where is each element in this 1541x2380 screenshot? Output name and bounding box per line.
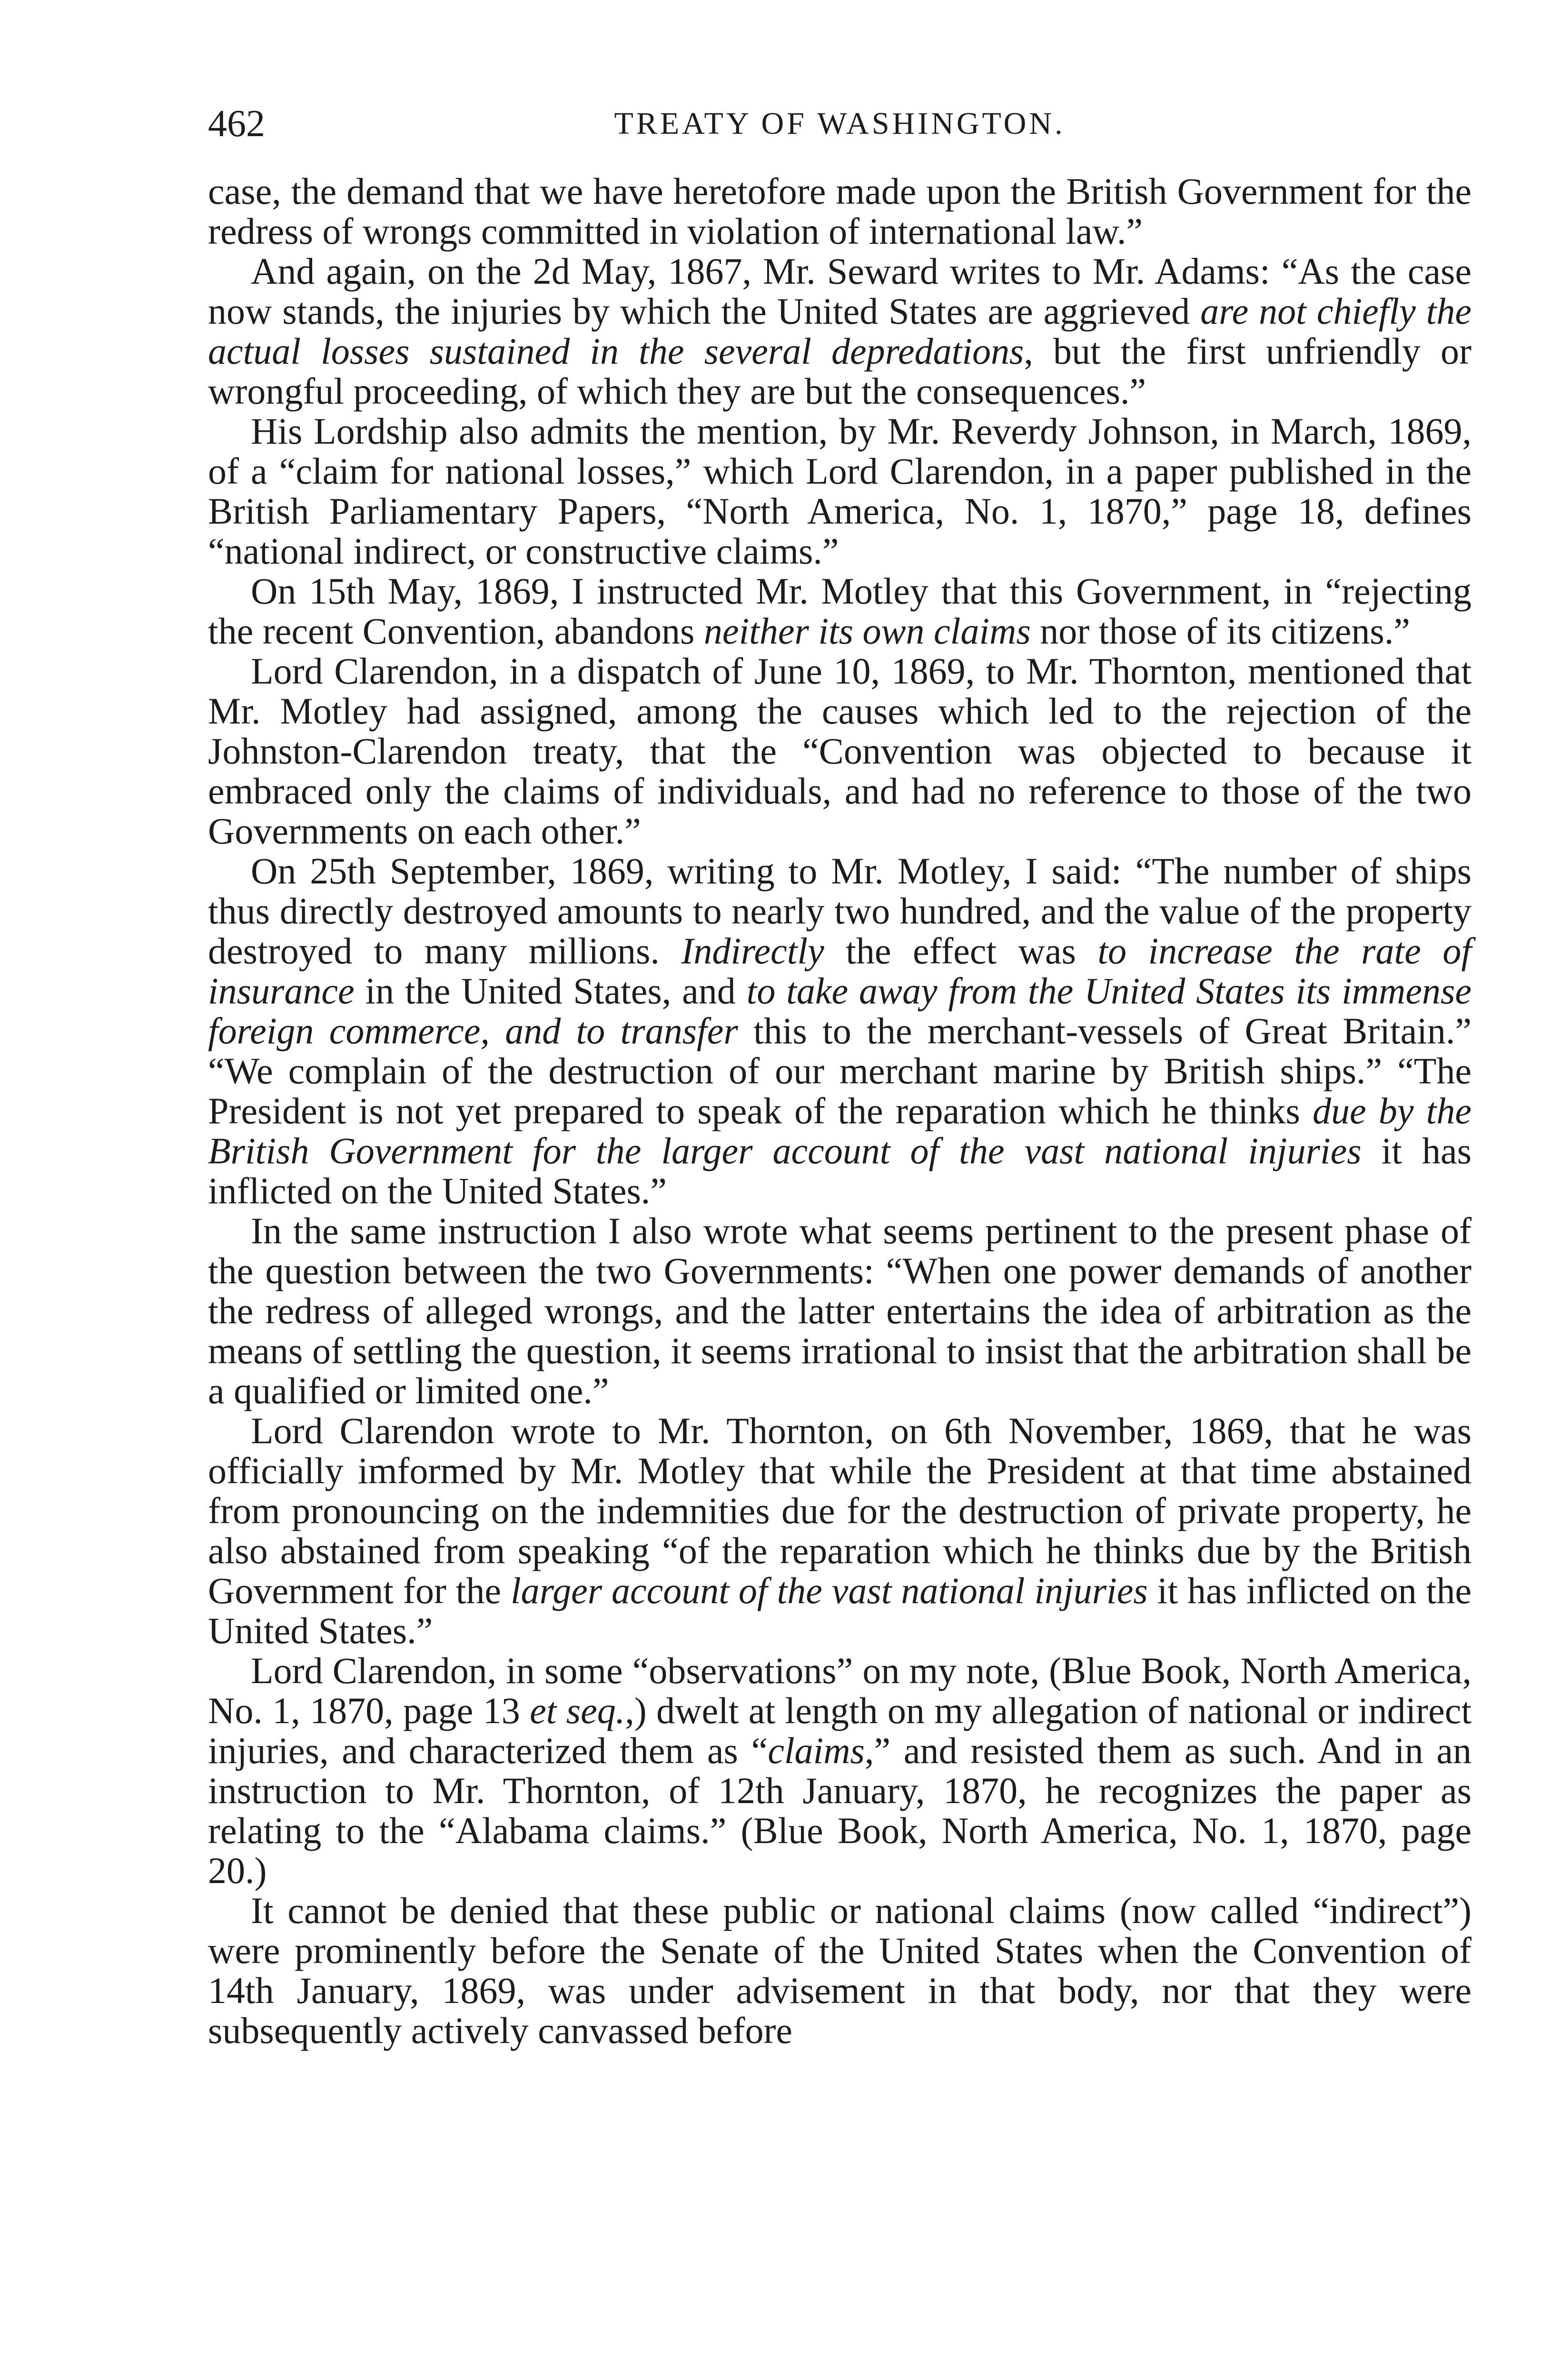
- paragraph: [208, 651, 1472, 851]
- text-run: this to the merchant-vessels of Great Britain.” “We complain of the destruction of our merchant marine by British ships.” “The President is not yet prepared to speak of the reparation which he thinks: [208, 1010, 1472, 1131]
- running-head: TREATY OF WASHINGTON.: [614, 106, 1066, 141]
- italic-text-run: et seq.: [530, 1690, 625, 1731]
- paragraph: [208, 571, 1472, 651]
- paragraph: [208, 851, 1472, 1211]
- paragraph: [208, 1211, 1472, 1411]
- text-run: ,” and resisted them as such. And in an instruction to Mr. Thornton, of 12th January, 1870, he recognizes the paper as relating to the “Alabama claims.” (Blue Book, North America, No. 1, 1870, page 20.): [208, 1730, 1472, 1891]
- text-run: nor those of its citizens.”: [1030, 610, 1410, 652]
- text-run: it has inflicted on the United States.”: [208, 1130, 1472, 1211]
- italic-text-run: neither its own claims: [703, 610, 1031, 652]
- italic-text-run: to take away from the United States its immense foreign commerce, and to transfer: [208, 970, 1472, 1051]
- text-run: Lord Clarendon, in a dispatch of June 10, 1869, to Mr. Thornton, mentioned that Mr. Motley had assigned, among the causes which led to the rejection of the Johnston-Clarendon treaty, that the “Convention was objected to because it embraced only the claims of individuals, and had no reference to those of the two Governments on each other.”: [208, 650, 1472, 852]
- page-header: [208, 100, 1472, 148]
- text-run: And again, on the 2d May, 1867, Mr. Seward writes to Mr. Adams: “As the case now stands, the injuries by which the United States are aggrieved: [208, 250, 1472, 332]
- text-run: His Lordship also admits the mention, by Mr. Reverdy Johnson, in March, 1869, of a “claim for national losses,” which Lord Clarendon, in a paper published in the British Parliamentary Papers, “North America, No. 1, 1870,” page 18, defines “national indirect, or constructive claims.”: [208, 410, 1472, 572]
- text-run: , but the first unfriendly or wrongful proceeding, of which they are but the consequences.”: [208, 330, 1472, 412]
- text-run: ,) dwelt at length on my allegation of national or indirect injuries, and characterized them as “: [208, 1690, 1472, 1771]
- italic-text-run: due by the British Government for the larger account of the vast national injuries: [208, 1090, 1472, 1171]
- paragraph: [208, 411, 1472, 571]
- text-run: On 15th May, 1869, I instructed Mr. Motley that this Government, in “rejecting the recent Convention, abandons: [208, 570, 1472, 652]
- paragraph: [208, 1411, 1472, 1651]
- italic-text-run: larger account of the vast national injuries: [511, 1570, 1148, 1611]
- paragraph: [208, 171, 1472, 251]
- text-run: Lord Clarendon wrote to Mr. Thornton, on 6th November, 1869, that he was officially imformed by Mr. Motley that while the President at that time abstained from pronouncing on the indemnities due for the destruction of private property, he also abstained from speaking “of the reparation which he thinks due by the British Government for the: [208, 1410, 1472, 1611]
- paragraph: [208, 251, 1472, 411]
- text-run: it has inflicted on the United States.”: [208, 1570, 1472, 1651]
- paragraph: [208, 1651, 1472, 1891]
- text-run: It cannot be denied that these public or national claims (now called “indirect”) were prominently before the Senate of the United States when the Convention of 14th January, 1869, was under advisement in that body, nor that they were subsequently actively canvassed before: [208, 1890, 1472, 2051]
- body-text: [208, 171, 1472, 2051]
- page-number: 462: [208, 103, 265, 145]
- italic-text-run: claims: [768, 1730, 865, 1771]
- text-run: the effect was: [824, 930, 1098, 972]
- italic-text-run: Indirectly: [681, 930, 824, 972]
- paragraph: [208, 1891, 1472, 2051]
- text-run: In the same instruction I also wrote what seems pertinent to the present phase of the question between the two Governments: “When one power demands of another the redress of alleged wrongs, and the latter entertains the idea of arbitration as the means of settling the question, it seems irrational to insist that the arbitration shall be a qualified or limited one.”: [208, 1210, 1472, 1411]
- text-run: case, the demand that we have heretofore made upon the British Government for the redress of wrongs committed in violation of international law.”: [208, 170, 1472, 252]
- italic-text-run: are not chiefly the actual losses sustained in the several depredations: [208, 290, 1472, 372]
- text-run: in the United States, and: [354, 970, 747, 1012]
- italic-text-run: to increase the rate of insurance: [208, 930, 1472, 1012]
- text-run: Lord Clarendon, in some “observations” on my note, (Blue Book, North America, No. 1, 1870, page 13: [208, 1650, 1472, 1731]
- text-run: On 25th September, 1869, writing to Mr. Motley, I said: “The number of ships thus directly destroyed amounts to nearly two hundred, and the value of the property destroyed to many millions.: [208, 850, 1472, 972]
